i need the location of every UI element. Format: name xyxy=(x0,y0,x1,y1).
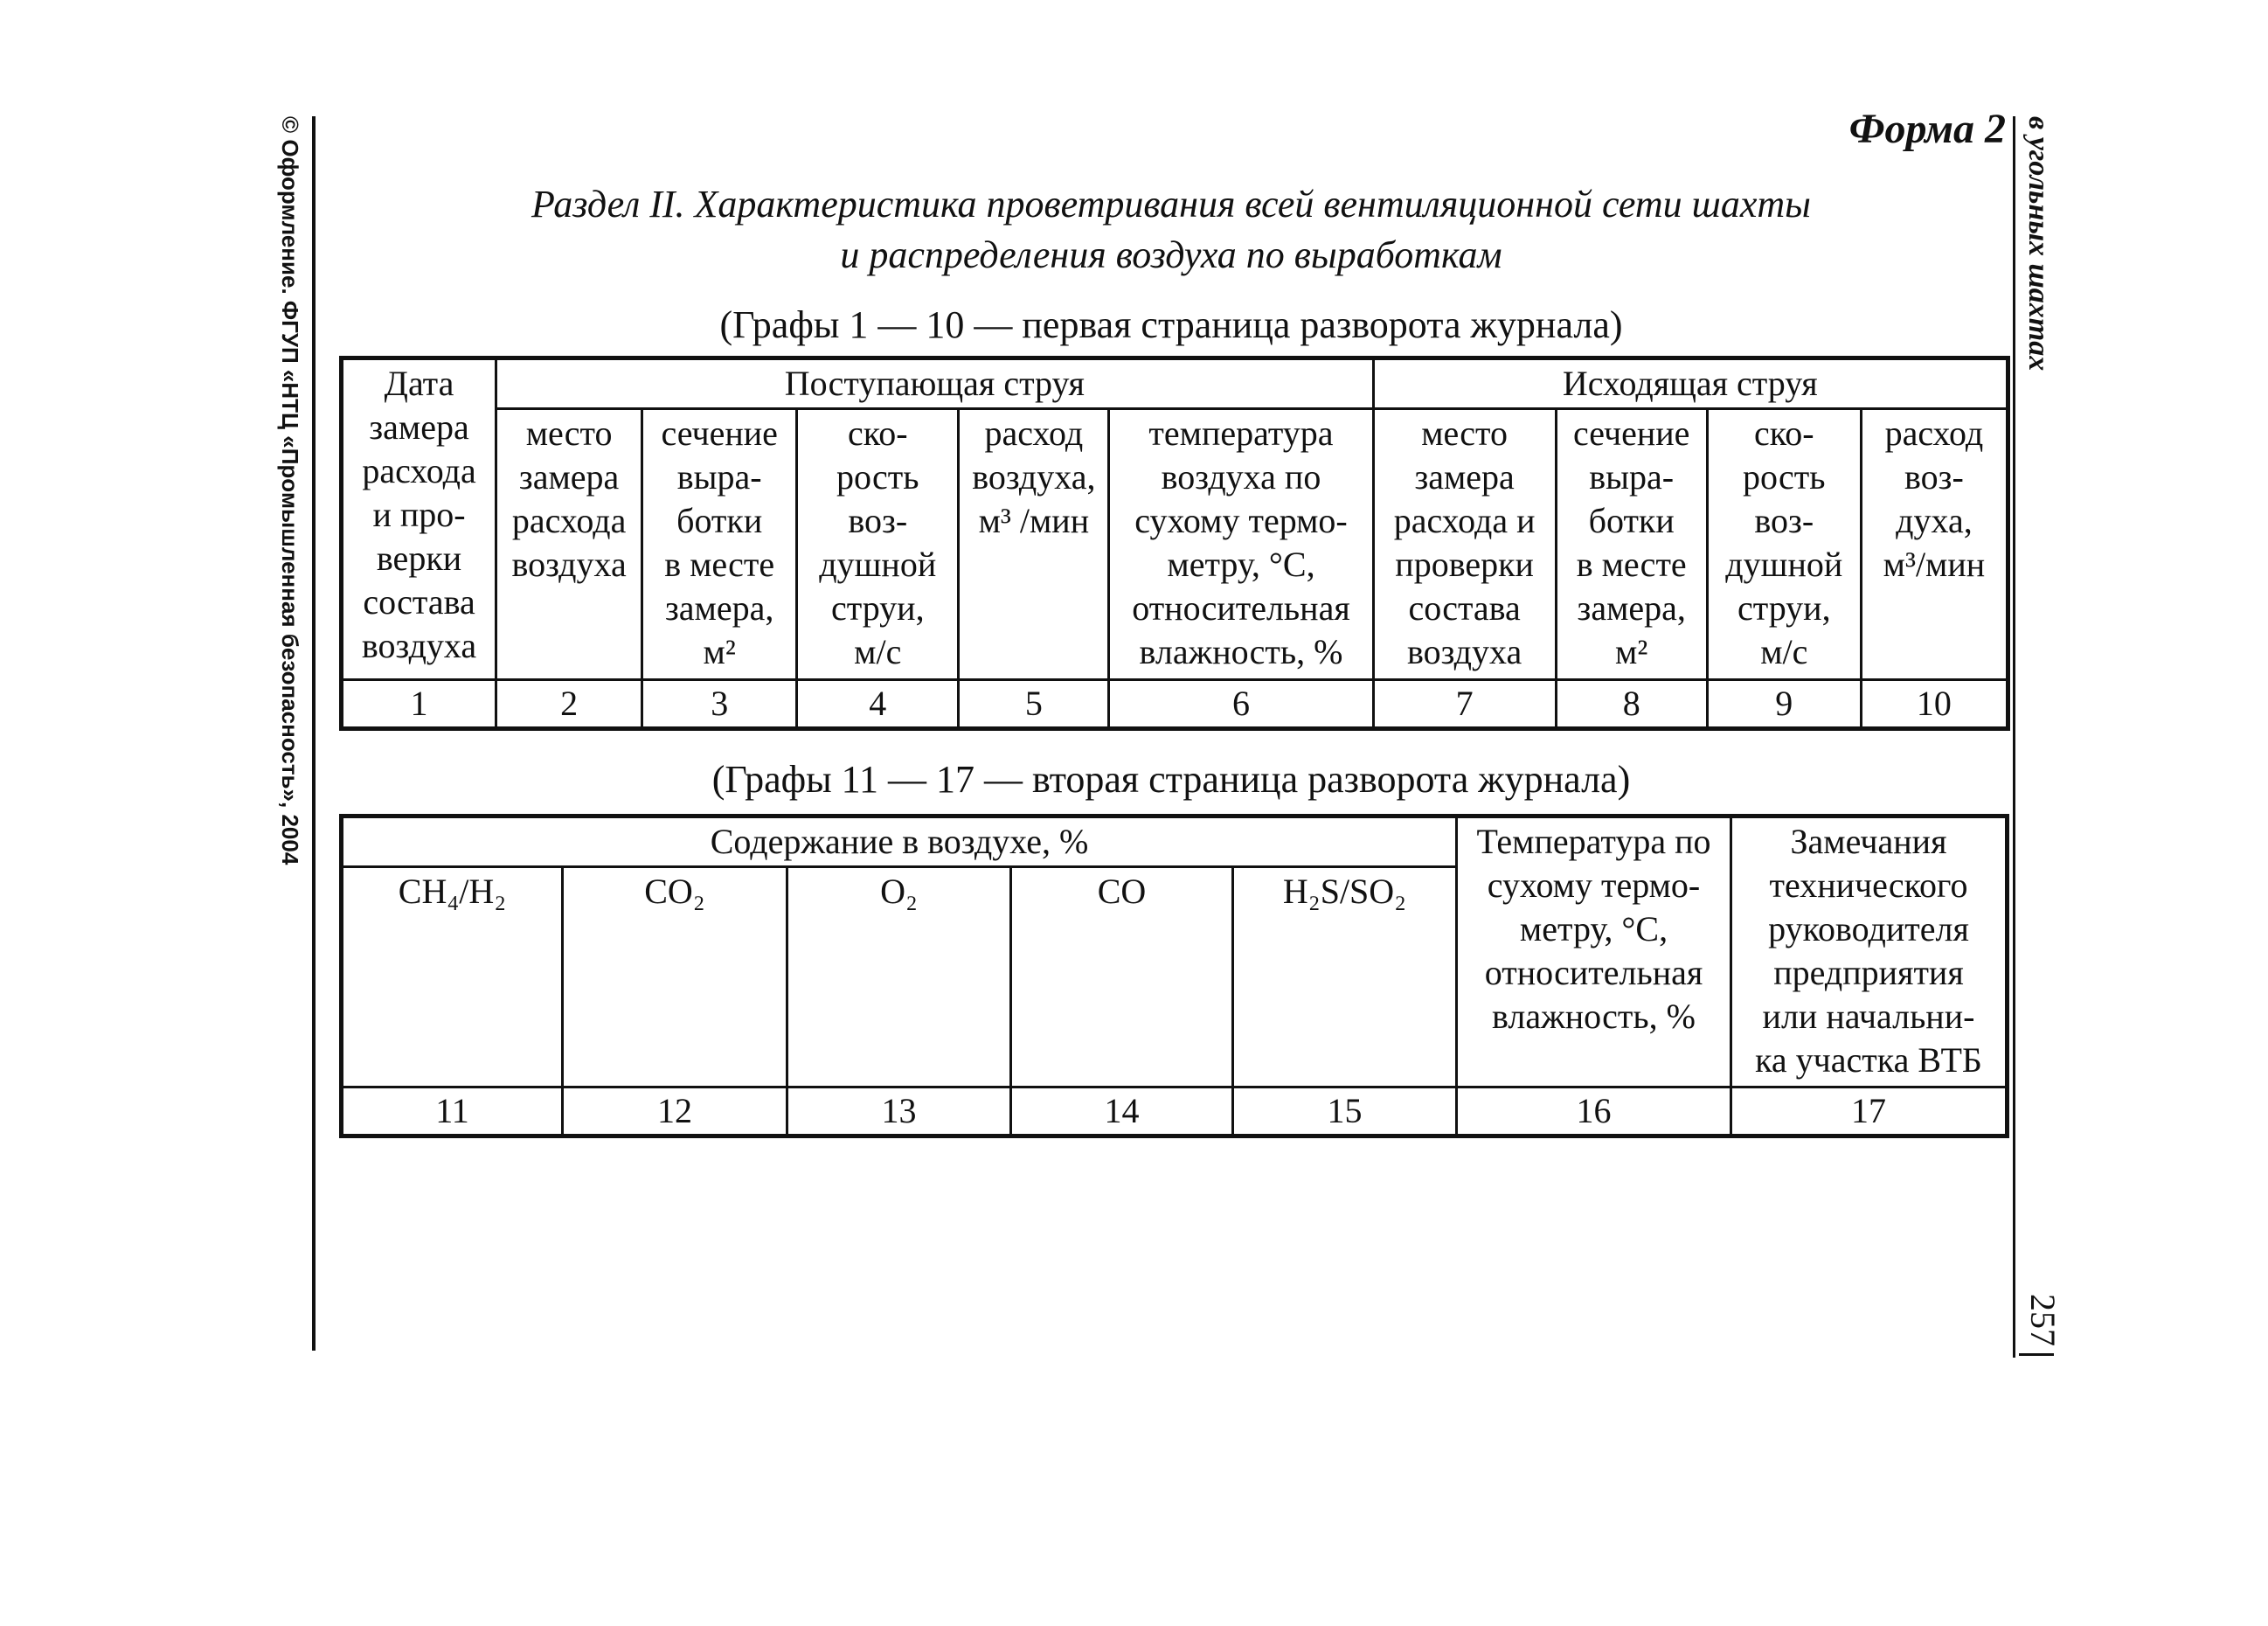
in-speed-header: ско- рость воз- душной струи, м/с xyxy=(797,409,959,680)
in-section-header: сечение выра- ботки в месте замера, м² xyxy=(642,409,797,680)
publisher-imprint: © Оформление. ФГУП «НТЦ «Промышленная безопасность», 2004 xyxy=(277,116,303,865)
page-number-rule xyxy=(2019,1353,2054,1356)
column-number: 2 xyxy=(496,680,642,729)
incoming-stream-header: Поступающая струя xyxy=(496,358,1374,409)
column-number: 17 xyxy=(1731,1087,2008,1136)
column-number: 10 xyxy=(1861,680,2008,729)
table1-caption: (Графы 1 — 10 — первая страница разворота журнала) xyxy=(719,303,1623,346)
column-number: 13 xyxy=(787,1087,1011,1136)
ventilation-table-page2 xyxy=(339,814,2009,1138)
page-number: 257 xyxy=(2023,1294,2063,1346)
section-title-line1: Раздел II. Характеристика проветривания всей вентиляционной сети шахты xyxy=(531,183,1811,226)
column-number: 16 xyxy=(1457,1087,1731,1136)
temperature-humidity-header: Температура по сухому термо- метру, °С, относительная влажность, % xyxy=(1457,816,1731,1087)
out-flow-header: расход воз- духа, м³/мин xyxy=(1861,409,2008,680)
column-number: 8 xyxy=(1556,680,1707,729)
left-margin-rule xyxy=(312,116,316,1351)
form-label: Форма 2 xyxy=(1848,106,2006,152)
column-number: 7 xyxy=(1373,680,1556,729)
remarks-header: Замечания технического руководителя предприятия или начальни- ка участка ВТБ xyxy=(1731,816,2008,1087)
in-temperature-header: температура воздуха по сухому термо- метру, °С, относительная влажность, % xyxy=(1109,409,1373,680)
column-number: 14 xyxy=(1011,1087,1233,1136)
gas-ch4-h2-header: CH₄/H₂ xyxy=(342,867,563,1087)
section-title-line2: и распределения воздуха по выработкам xyxy=(840,233,1502,276)
column-number: 3 xyxy=(642,680,797,729)
date-column-header: Дата замера расхода и про- верки состава воздуха xyxy=(342,358,496,680)
column-number: 15 xyxy=(1233,1087,1457,1136)
in-place-header: место замера расхода воздуха xyxy=(496,409,642,680)
air-content-header: Содержание в воздухе, % xyxy=(342,816,1457,867)
out-speed-header: ско- рость воз- душной струи, м/с xyxy=(1707,409,1861,680)
gas-h2s-so2-header: H₂S/SO₂ xyxy=(1233,867,1457,1087)
gas-co2-header: CO₂ xyxy=(563,867,787,1087)
outgoing-stream-header: Исходящая струя xyxy=(1373,358,2008,409)
column-number: 9 xyxy=(1707,680,1861,729)
gas-o2-header: O₂ xyxy=(787,867,1011,1087)
column-number: 5 xyxy=(959,680,1109,729)
right-margin-rule xyxy=(2013,116,2015,1358)
column-number: 11 xyxy=(342,1087,563,1136)
running-header: в угольных шахтах xyxy=(2022,116,2055,372)
in-flow-header: расход воздуха, м³ /мин xyxy=(959,409,1109,680)
gas-co-header: CO xyxy=(1011,867,1233,1087)
table2-caption: (Графы 11 — 17 — вторая страница разворота журнала) xyxy=(711,758,1631,801)
column-number: 12 xyxy=(563,1087,787,1136)
column-number: 6 xyxy=(1109,680,1373,729)
column-number: 4 xyxy=(797,680,959,729)
out-place-header: место замера расхода и проверки состава воздуха xyxy=(1373,409,1556,680)
out-section-header: сечение выра- ботки в месте замера, м² xyxy=(1556,409,1707,680)
column-number: 1 xyxy=(342,680,496,729)
section-title xyxy=(341,179,2001,281)
ventilation-table-page1 xyxy=(339,356,2010,731)
